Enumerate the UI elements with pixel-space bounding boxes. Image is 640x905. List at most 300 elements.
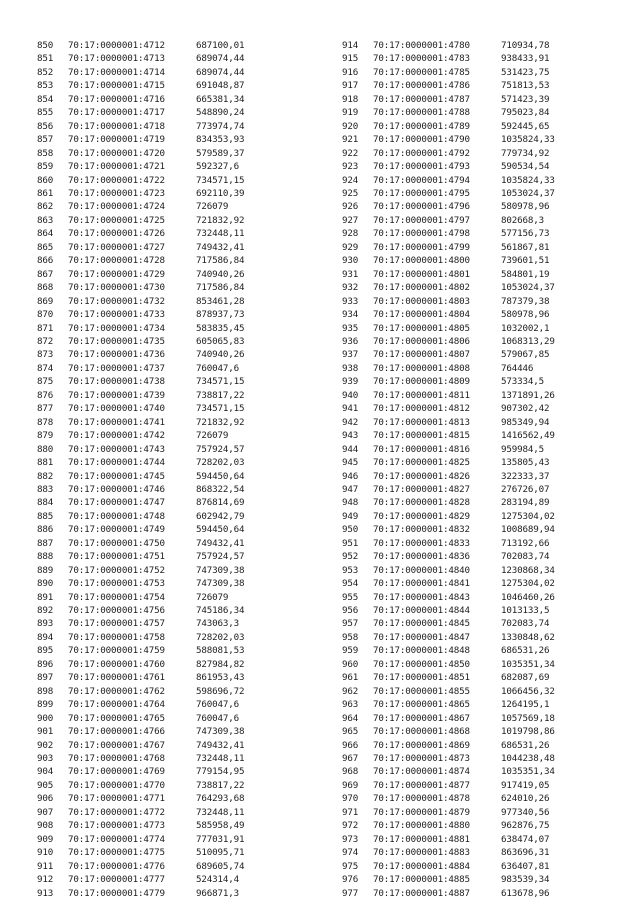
cadastral-number: 70:17:0000001:4878 (373, 793, 470, 805)
cadastral-value: 868322,54 (196, 483, 245, 495)
row-number: 907 (37, 806, 54, 818)
row-number: 925 (342, 187, 359, 199)
cadastral-value: 322333,37 (501, 470, 550, 482)
cadastral-number: 70:17:0000001:4747 (68, 497, 165, 509)
cadastral-value: 1057569,18 (501, 712, 555, 724)
cadastral-number: 70:17:0000001:4738 (68, 376, 165, 388)
table-row (37, 806, 317, 819)
cadastral-value: 590534,54 (501, 161, 550, 173)
cadastral-number: 70:17:0000001:4836 (373, 551, 470, 563)
cadastral-number: 70:17:0000001:4779 (68, 887, 165, 899)
cadastral-value: 732448,11 (196, 228, 245, 240)
cadastral-number: 70:17:0000001:4848 (373, 645, 470, 657)
cadastral-value: 283194,89 (501, 497, 550, 509)
row-number: 935 (342, 322, 359, 334)
cadastral-value: 834353,93 (196, 134, 245, 146)
row-number: 863 (37, 214, 54, 226)
cadastral-value: 732448,11 (196, 753, 245, 765)
table-row (342, 510, 622, 523)
cadastral-number: 70:17:0000001:4802 (373, 282, 470, 294)
cadastral-number: 70:17:0000001:4826 (373, 470, 470, 482)
table-row (342, 268, 622, 281)
cadastral-value: 1230868,34 (501, 564, 555, 576)
table-row (342, 429, 622, 442)
cadastral-number: 70:17:0000001:4746 (68, 483, 165, 495)
row-number: 865 (37, 241, 54, 253)
table-row (342, 779, 622, 792)
row-number: 917 (342, 80, 359, 92)
cadastral-value: 1371891,26 (501, 389, 555, 401)
row-number: 977 (342, 887, 359, 899)
cadastral-number: 70:17:0000001:4796 (373, 201, 470, 213)
table-row (342, 335, 622, 348)
row-number: 855 (37, 107, 54, 119)
row-number: 878 (37, 416, 54, 428)
cadastral-number: 70:17:0000001:4777 (68, 874, 165, 886)
table-row (37, 389, 317, 402)
cadastral-number: 70:17:0000001:4743 (68, 443, 165, 455)
cadastral-number: 70:17:0000001:4764 (68, 699, 165, 711)
row-number: 937 (342, 349, 359, 361)
row-number: 949 (342, 510, 359, 522)
cadastral-value: 749432,41 (196, 537, 245, 549)
cadastral-number: 70:17:0000001:4799 (373, 241, 470, 253)
cadastral-number: 70:17:0000001:4807 (373, 349, 470, 361)
table-row (342, 725, 622, 738)
cadastral-number: 70:17:0000001:4881 (373, 833, 470, 845)
cadastral-value: 917419,05 (501, 779, 550, 791)
cadastral-number: 70:17:0000001:4768 (68, 753, 165, 765)
row-number: 926 (342, 201, 359, 213)
row-number: 928 (342, 228, 359, 240)
cadastral-value: 1275304,02 (501, 510, 555, 522)
table-row (342, 833, 622, 846)
cadastral-value: 1416562,49 (501, 430, 555, 442)
table-row (342, 281, 622, 294)
table-row (37, 765, 317, 778)
row-number: 947 (342, 483, 359, 495)
row-number: 891 (37, 591, 54, 603)
cadastral-value: 802668,3 (501, 214, 545, 226)
cadastral-number: 70:17:0000001:4785 (373, 66, 470, 78)
cadastral-value: 764446 (501, 362, 534, 374)
table-row (37, 550, 317, 563)
table-row (37, 537, 317, 550)
cadastral-number: 70:17:0000001:4813 (373, 416, 470, 428)
table-row (342, 564, 622, 577)
cadastral-value: 687100,01 (196, 40, 245, 51)
table-row (342, 174, 622, 187)
cadastral-value: 583835,45 (196, 322, 245, 334)
cadastral-number: 70:17:0000001:4776 (68, 860, 165, 872)
cadastral-value: 985349,94 (501, 416, 550, 428)
cadastral-value: 739601,51 (501, 255, 550, 267)
cadastral-number: 70:17:0000001:4825 (373, 457, 470, 469)
cadastral-number: 70:17:0000001:4794 (373, 174, 470, 186)
cadastral-value: 1019798,86 (501, 726, 555, 738)
cadastral-number: 70:17:0000001:4756 (68, 605, 165, 617)
row-number: 900 (37, 712, 54, 724)
row-number: 879 (37, 430, 54, 442)
cadastral-value: 1035351,34 (501, 766, 555, 778)
cadastral-number: 70:17:0000001:4724 (68, 201, 165, 213)
row-number: 957 (342, 618, 359, 630)
cadastral-number: 70:17:0000001:4722 (68, 174, 165, 186)
cadastral-value: 1066456,32 (501, 685, 555, 697)
row-number: 956 (342, 605, 359, 617)
cadastral-value: 602942,79 (196, 510, 245, 522)
table-row (37, 52, 317, 65)
table-row (37, 268, 317, 281)
cadastral-value: 276726,07 (501, 483, 550, 495)
table-row (342, 402, 622, 415)
cadastral-value: 726079 (196, 201, 229, 213)
cadastral-number: 70:17:0000001:4723 (68, 187, 165, 199)
cadastral-value: 747309,38 (196, 578, 245, 590)
table-row (37, 295, 317, 308)
cadastral-value: 787379,38 (501, 295, 550, 307)
table-row (342, 887, 622, 900)
cadastral-number: 70:17:0000001:4788 (373, 107, 470, 119)
cadastral-number: 70:17:0000001:4884 (373, 860, 470, 872)
row-number: 857 (37, 134, 54, 146)
cadastral-value: 577156,73 (501, 228, 550, 240)
row-number: 887 (37, 537, 54, 549)
table-row (342, 792, 622, 805)
cadastral-value: 691048,87 (196, 80, 245, 92)
cadastral-number: 70:17:0000001:4833 (373, 537, 470, 549)
table-row (342, 631, 622, 644)
cadastral-value: 571423,39 (501, 93, 550, 105)
cadastral-value: 966871,3 (196, 887, 240, 899)
table-row (342, 591, 622, 604)
row-number: 932 (342, 282, 359, 294)
cadastral-value: 773974,74 (196, 120, 245, 132)
cadastral-value: 636407,81 (501, 860, 550, 872)
table-row (37, 106, 317, 119)
table-row (37, 577, 317, 590)
cadastral-number: 70:17:0000001:4737 (68, 362, 165, 374)
row-number: 933 (342, 295, 359, 307)
table-row (37, 66, 317, 79)
table-row (342, 106, 622, 119)
cadastral-value: 734571,15 (196, 174, 245, 186)
table-row (37, 429, 317, 442)
table-row (37, 496, 317, 509)
cadastral-value: 524314,4 (196, 874, 240, 886)
table-row (342, 523, 622, 536)
cadastral-number: 70:17:0000001:4845 (373, 618, 470, 630)
cadastral-value: 713192,66 (501, 537, 550, 549)
cadastral-number: 70:17:0000001:4780 (373, 40, 470, 51)
table-row (342, 577, 622, 590)
cadastral-value: 592327,6 (196, 161, 240, 173)
row-number: 950 (342, 524, 359, 536)
cadastral-number: 70:17:0000001:4721 (68, 161, 165, 173)
cadastral-number: 70:17:0000001:4752 (68, 564, 165, 576)
cadastral-number: 70:17:0000001:4883 (373, 847, 470, 859)
table-row (37, 685, 317, 698)
table-row (37, 147, 317, 160)
cadastral-number: 70:17:0000001:4766 (68, 726, 165, 738)
cadastral-value: 579067,85 (501, 349, 550, 361)
table-row (37, 200, 317, 213)
cadastral-value: 585958,49 (196, 820, 245, 832)
table-row (37, 470, 317, 483)
table-row (342, 133, 622, 146)
cadastral-number: 70:17:0000001:4855 (373, 685, 470, 697)
row-number: 869 (37, 295, 54, 307)
cadastral-value: 726079 (196, 591, 229, 603)
cadastral-number: 70:17:0000001:4812 (373, 403, 470, 415)
table-row (37, 752, 317, 765)
cadastral-number: 70:17:0000001:4789 (373, 120, 470, 132)
cadastral-value: 638474,07 (501, 833, 550, 845)
row-number: 913 (37, 887, 54, 899)
cadastral-value: 702083,74 (501, 618, 550, 630)
cadastral-value: 717586,84 (196, 282, 245, 294)
cadastral-number: 70:17:0000001:4716 (68, 93, 165, 105)
row-number: 921 (342, 134, 359, 146)
table-row (342, 806, 622, 819)
row-number: 876 (37, 389, 54, 401)
cadastral-value: 728202,03 (196, 631, 245, 643)
row-number: 974 (342, 847, 359, 859)
row-number: 972 (342, 820, 359, 832)
row-number: 919 (342, 107, 359, 119)
cadastral-number: 70:17:0000001:4786 (373, 80, 470, 92)
row-number: 943 (342, 430, 359, 442)
cadastral-value: 962876,75 (501, 820, 550, 832)
cadastral-number: 70:17:0000001:4735 (68, 335, 165, 347)
row-number: 952 (342, 551, 359, 563)
cadastral-number: 70:17:0000001:4798 (373, 228, 470, 240)
cadastral-number: 70:17:0000001:4754 (68, 591, 165, 603)
cadastral-number: 70:17:0000001:4774 (68, 833, 165, 845)
cadastral-number: 70:17:0000001:4805 (373, 322, 470, 334)
cadastral-value: 747309,38 (196, 564, 245, 576)
table-row (342, 416, 622, 429)
cadastral-number: 70:17:0000001:4742 (68, 430, 165, 442)
table-row (37, 254, 317, 267)
cadastral-value: 584801,19 (501, 268, 550, 280)
cadastral-value: 760047,6 (196, 699, 240, 711)
row-number: 904 (37, 766, 54, 778)
table-row (37, 227, 317, 240)
row-number: 969 (342, 779, 359, 791)
row-number: 885 (37, 510, 54, 522)
row-number: 859 (37, 161, 54, 173)
cadastral-number: 70:17:0000001:4730 (68, 282, 165, 294)
cadastral-number: 70:17:0000001:4719 (68, 134, 165, 146)
row-number: 915 (342, 53, 359, 65)
cadastral-number: 70:17:0000001:4726 (68, 228, 165, 240)
cadastral-number: 70:17:0000001:4765 (68, 712, 165, 724)
table-row (342, 389, 622, 402)
table-row (342, 375, 622, 388)
row-number: 942 (342, 416, 359, 428)
row-number: 953 (342, 564, 359, 576)
table-row (342, 147, 622, 160)
row-number: 881 (37, 457, 54, 469)
cadastral-number: 70:17:0000001:4728 (68, 255, 165, 267)
table-row (37, 712, 317, 725)
table-row (342, 496, 622, 509)
cadastral-value: 1035351,34 (501, 658, 555, 670)
cadastral-value: 686531,26 (501, 645, 550, 657)
row-number: 959 (342, 645, 359, 657)
cadastral-value: 592445,65 (501, 120, 550, 132)
row-number: 884 (37, 497, 54, 509)
row-number: 874 (37, 362, 54, 374)
table-row (37, 617, 317, 630)
row-number: 895 (37, 645, 54, 657)
cadastral-number: 70:17:0000001:4787 (373, 93, 470, 105)
row-number: 851 (37, 53, 54, 65)
table-row (37, 93, 317, 106)
table-row (37, 833, 317, 846)
table-row (37, 187, 317, 200)
table-row (37, 79, 317, 92)
cadastral-value: 938433,91 (501, 53, 550, 65)
table-row (37, 416, 317, 429)
row-number: 922 (342, 147, 359, 159)
cadastral-value: 135805,43 (501, 457, 550, 469)
cadastral-value: 682087,69 (501, 672, 550, 684)
cadastral-value: 594450,64 (196, 524, 245, 536)
cadastral-number: 70:17:0000001:4792 (373, 147, 470, 159)
row-number: 944 (342, 443, 359, 455)
cadastral-value: 510095,71 (196, 847, 245, 859)
cadastral-number: 70:17:0000001:4809 (373, 376, 470, 388)
cadastral-value: 561867,81 (501, 241, 550, 253)
table-row (342, 227, 622, 240)
row-number: 870 (37, 309, 54, 321)
row-number: 911 (37, 860, 54, 872)
row-number: 970 (342, 793, 359, 805)
cadastral-value: 876814,69 (196, 497, 245, 509)
table-row (37, 631, 317, 644)
cadastral-value: 977340,56 (501, 806, 550, 818)
table-row (37, 348, 317, 361)
cadastral-number: 70:17:0000001:4717 (68, 107, 165, 119)
cadastral-value: 740940,26 (196, 268, 245, 280)
row-number: 945 (342, 457, 359, 469)
cadastral-number: 70:17:0000001:4840 (373, 564, 470, 576)
cadastral-value: 732448,11 (196, 806, 245, 818)
cadastral-value: 760047,6 (196, 712, 240, 724)
table-row (37, 887, 317, 900)
row-number: 856 (37, 120, 54, 132)
cadastral-number: 70:17:0000001:4758 (68, 631, 165, 643)
cadastral-number: 70:17:0000001:4887 (373, 887, 470, 899)
row-number: 976 (342, 874, 359, 886)
table-row (342, 79, 622, 92)
table-row (37, 725, 317, 738)
cadastral-value: 1032002,1 (501, 322, 550, 334)
table-row (37, 322, 317, 335)
row-number: 888 (37, 551, 54, 563)
row-number: 899 (37, 699, 54, 711)
cadastral-value: 598696,72 (196, 685, 245, 697)
table-row (37, 443, 317, 456)
row-number: 872 (37, 335, 54, 347)
row-number: 946 (342, 470, 359, 482)
cadastral-value: 573334,5 (501, 376, 545, 388)
table-row (37, 591, 317, 604)
cadastral-value: 579589,37 (196, 147, 245, 159)
cadastral-number: 70:17:0000001:4880 (373, 820, 470, 832)
cadastral-value: 734571,15 (196, 376, 245, 388)
row-number: 858 (37, 147, 54, 159)
row-number: 892 (37, 605, 54, 617)
left-column (37, 39, 317, 900)
table-row (37, 483, 317, 496)
cadastral-value: 1008689,94 (501, 524, 555, 536)
row-number: 958 (342, 631, 359, 643)
row-number: 940 (342, 389, 359, 401)
table-row (37, 873, 317, 886)
cadastral-number: 70:17:0000001:4770 (68, 779, 165, 791)
cadastral-number: 70:17:0000001:4736 (68, 349, 165, 361)
row-number: 930 (342, 255, 359, 267)
cadastral-number: 70:17:0000001:4733 (68, 309, 165, 321)
row-number: 901 (37, 726, 54, 738)
cadastral-value: 745186,34 (196, 605, 245, 617)
cadastral-value: 1035824,33 (501, 134, 555, 146)
table-row (342, 66, 622, 79)
row-number: 873 (37, 349, 54, 361)
cadastral-value: 863696,31 (501, 847, 550, 859)
cadastral-value: 751813,53 (501, 80, 550, 92)
table-row (342, 200, 622, 213)
cadastral-value: 734571,15 (196, 403, 245, 415)
row-number: 905 (37, 779, 54, 791)
cadastral-number: 70:17:0000001:4761 (68, 672, 165, 684)
row-number: 912 (37, 874, 54, 886)
cadastral-value: 689074,44 (196, 53, 245, 65)
table-row (37, 308, 317, 321)
row-number: 877 (37, 403, 54, 415)
row-number: 961 (342, 672, 359, 684)
cadastral-number: 70:17:0000001:4873 (373, 753, 470, 765)
cadastral-number: 70:17:0000001:4762 (68, 685, 165, 697)
table-row (342, 241, 622, 254)
table-row (37, 739, 317, 752)
cadastral-number: 70:17:0000001:4760 (68, 658, 165, 670)
cadastral-number: 70:17:0000001:4729 (68, 268, 165, 280)
cadastral-number: 70:17:0000001:4867 (373, 712, 470, 724)
cadastral-value: 779734,92 (501, 147, 550, 159)
table-row (342, 52, 622, 65)
row-number: 929 (342, 241, 359, 253)
table-row (37, 281, 317, 294)
cadastral-number: 70:17:0000001:4739 (68, 389, 165, 401)
cadastral-number: 70:17:0000001:4793 (373, 161, 470, 173)
cadastral-value: 588081,53 (196, 645, 245, 657)
table-row (342, 671, 622, 684)
cadastral-value: 548890,24 (196, 107, 245, 119)
cadastral-value: 1044238,48 (501, 753, 555, 765)
cadastral-value: 531423,75 (501, 66, 550, 78)
cadastral-value: 983539,34 (501, 874, 550, 886)
cadastral-value: 721832,92 (196, 214, 245, 226)
cadastral-value: 907302,42 (501, 403, 550, 415)
row-number: 941 (342, 403, 359, 415)
cadastral-value: 764293,68 (196, 793, 245, 805)
cadastral-value: 580978,96 (501, 309, 550, 321)
table-row (37, 671, 317, 684)
